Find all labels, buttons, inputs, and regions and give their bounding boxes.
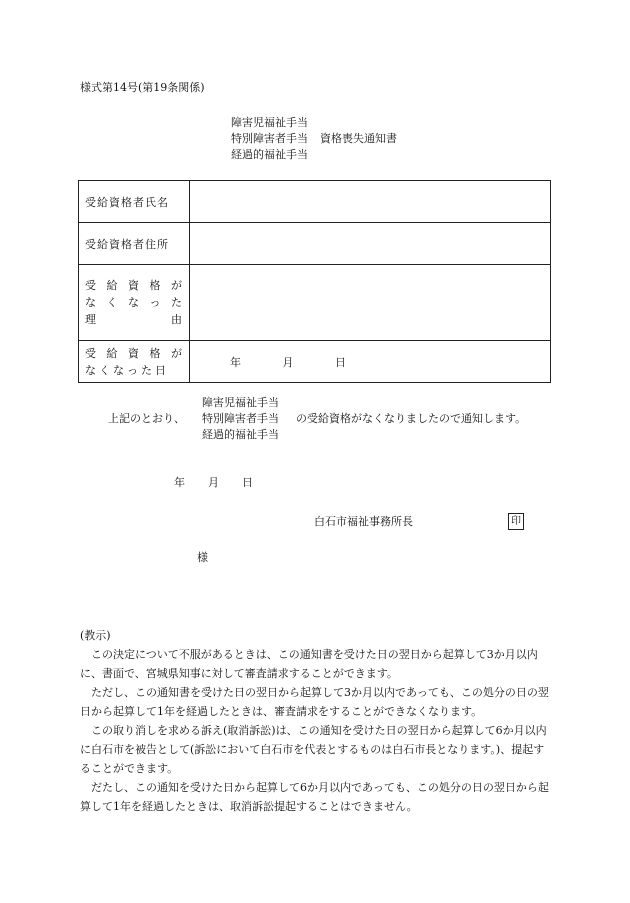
- date-year: 年: [174, 476, 185, 489]
- name-label: 受給資格者氏名: [79, 181, 190, 223]
- date-field-day: 日: [335, 355, 346, 369]
- body-tail: の受給資格がなくなりましたので通知します。: [296, 412, 527, 425]
- date-label: 受 給 資 格 が なくなった日: [79, 341, 190, 383]
- form-number: 様式第14号(第19条関係): [80, 81, 205, 94]
- seal-box: 印: [508, 513, 524, 530]
- instructions-heading: (教示): [80, 629, 111, 642]
- date-field: [190, 341, 551, 383]
- instructions-paragraph: だたし、この通知を受けた日から起算して6か月以内であっても、この処分の日の翌日から起算して1年を経過したときは、取消訴訟提起することはできません。: [80, 781, 549, 813]
- date-month: 月: [208, 476, 219, 489]
- title-allowance-2: 特別障害者手当: [231, 132, 308, 145]
- reason-label: 受 給 資 格 が な く な っ た 理 由: [79, 265, 190, 341]
- instructions-paragraph: この取り消しを求める訴え(取消訴訟)は、この通知を受けた日の翌日から起算して6か月以内に白石市を被告として(訴訟において白石市を代表とするものは白石市長となります。)、提起することができます。: [80, 724, 547, 775]
- reason-field: [190, 265, 551, 341]
- address-label: 受給資格者住所: [79, 223, 190, 265]
- title-allowance-3: 経過的福祉手当: [231, 148, 308, 161]
- eligibility-table: [78, 180, 551, 383]
- instructions: [80, 626, 550, 816]
- instructions-paragraph: ただし、この通知書を受けた日の翌日から起算して3か月以内であっても、この処分の日の翌日から起算して1年を経過したときは、審査請求をすることができなくなります。: [80, 686, 549, 718]
- body-allowance-2: 特別障害者手当: [202, 412, 279, 425]
- address-field: [190, 223, 551, 265]
- date-field-month: 月: [282, 355, 294, 369]
- body-allowance-3: 経過的福祉手当: [202, 428, 279, 441]
- title-allowance-1: 障害児福祉手当: [231, 116, 308, 129]
- body-allowance-1: 障害児福祉手当: [202, 396, 279, 409]
- body-lead: 上記のとおり、: [108, 412, 185, 425]
- name-field: [190, 181, 551, 223]
- date-day: 日: [242, 476, 253, 489]
- title-notice: 資格喪失通知書: [320, 132, 397, 145]
- issuer: 白石市福祉事務所長: [314, 515, 413, 528]
- date-field-year: 年: [230, 355, 241, 369]
- recipient-suffix: 様: [197, 551, 208, 564]
- document-title: [231, 115, 397, 163]
- body-allowances: [202, 395, 279, 443]
- instructions-paragraph: この決定について不服があるときは、この通知書を受けた日の翌日から起算して3か月以内に、書面で、宮城県知事に対して審査請求することができます。: [80, 648, 538, 680]
